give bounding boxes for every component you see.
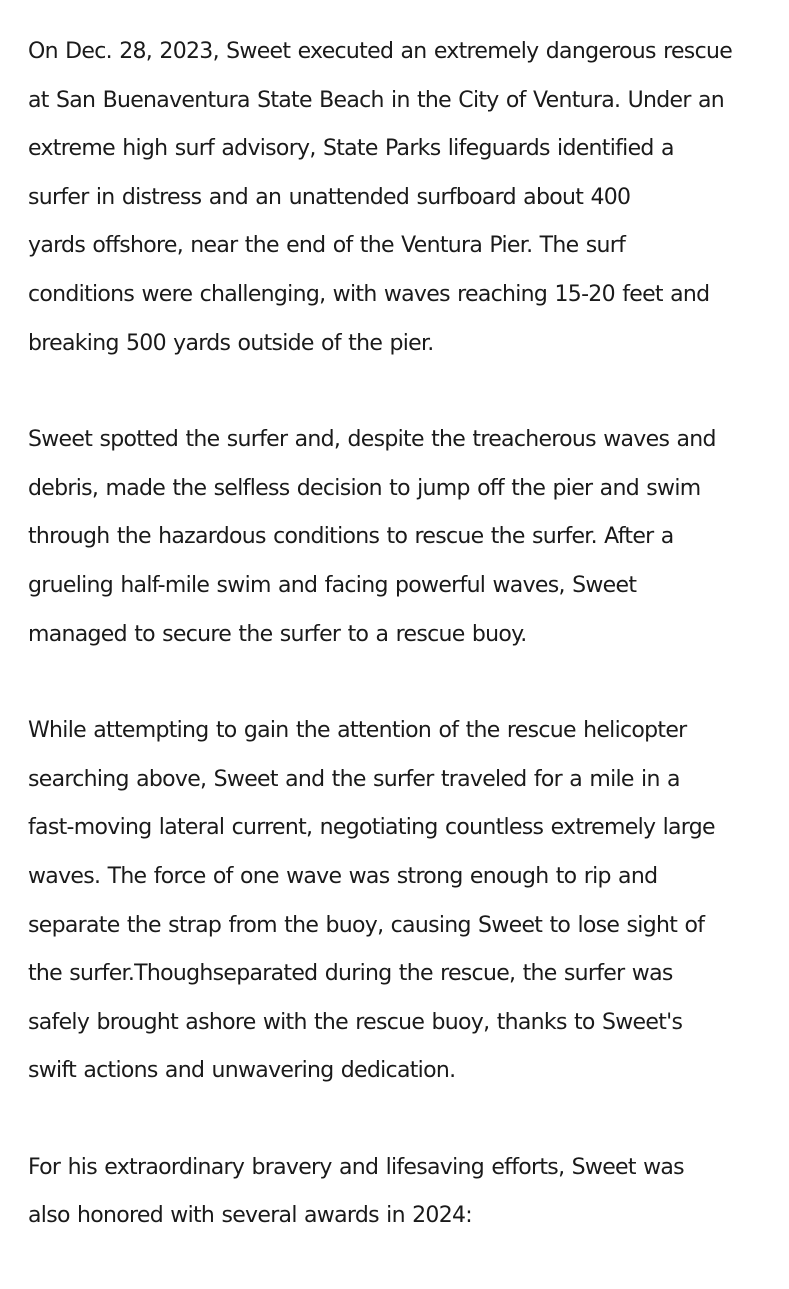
text-line: fast-moving lateral current, negotiating countless extremely large	[28, 815, 715, 841]
text-line: safely brought ashore with the rescue buoy, thanks to Sweet's	[28, 1009, 683, 1035]
text-line: searching above, Sweet and the surfer traveled for a mile in a	[28, 766, 680, 792]
text-line: at San Buenaventura State Beach in the City of Ventura. Under an	[28, 87, 725, 113]
text-line: yards offshore, near the end of the Ventura Pier. The surf	[28, 233, 626, 259]
text-line: conditions were challenging, with waves reaching 15-20 feet and	[28, 281, 710, 307]
text-line: extreme high surf advisory, State Parks lifeguards identified a	[28, 136, 674, 162]
text-line: swift actions and unwavering dedication.	[28, 1058, 456, 1084]
text-line: also honored with several awards in 2024:	[28, 1203, 473, 1229]
text-line: debris, made the selfless decision to jump off the pier and swim	[28, 475, 701, 501]
paragraph-rescue-event	[28, 28, 768, 368]
text-line: Sweet spotted the surfer and, despite the treacherous waves and	[28, 427, 716, 453]
text-line: grueling half-mile swim and facing powerful waves, Sweet	[28, 572, 637, 598]
text-line: waves. The force of one wave was strong enough to rip and	[28, 863, 658, 889]
text-line: the surfer.Thoughseparated during the rescue, the surfer was	[28, 961, 673, 987]
text-line: While attempting to gain the attention of the rescue helicopter	[28, 718, 687, 744]
text-line: separate the strap from the buoy, causing Sweet to lose sight of	[28, 912, 705, 938]
paragraph-current	[28, 707, 768, 1096]
text-line: breaking 500 yards outside of the pier.	[28, 330, 434, 356]
text-line: For his extraordinary bravery and lifesaving efforts, Sweet was	[28, 1154, 684, 1180]
text-line: through the hazardous conditions to rescue the surfer. After a	[28, 524, 674, 550]
article-body	[28, 28, 768, 1289]
text-line: On Dec. 28, 2023, Sweet executed an extremely dangerous rescue	[28, 39, 733, 64]
text-line: surfer in distress and an unattended surfboard about 400	[28, 184, 631, 210]
paragraph-swim	[28, 416, 768, 659]
text-line: managed to secure the surfer to a rescue buoy.	[28, 621, 527, 647]
paragraph-awards-intro	[28, 1144, 768, 1241]
